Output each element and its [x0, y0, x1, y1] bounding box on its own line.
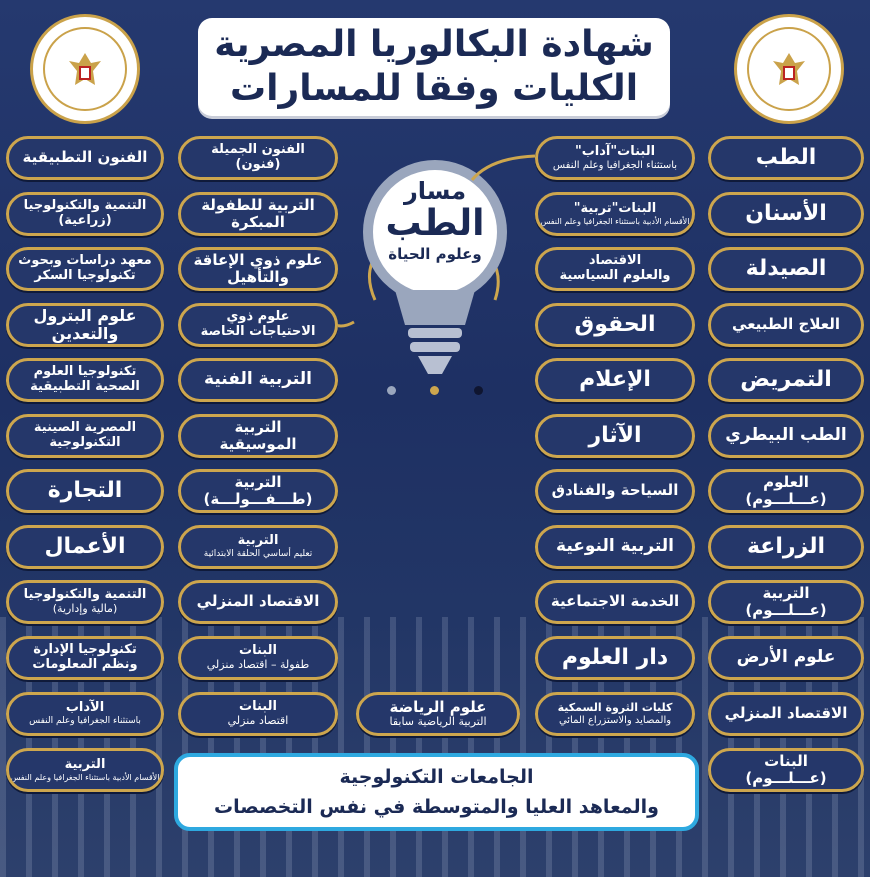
college-label: الاقتصاد — [588, 253, 642, 269]
college-label: الطب البيطري — [725, 425, 847, 446]
college-label: السياحة والفنادق — [551, 481, 679, 500]
college-item — [6, 414, 164, 458]
college-item — [535, 414, 695, 458]
college-label: الفنون التطبيقية — [22, 148, 148, 167]
college-label: التنمية والتكنولوجيا — [23, 587, 147, 603]
college-label: معهد دراسات وبحوث — [18, 253, 152, 269]
college-item — [6, 136, 164, 180]
college-label: المصرية الصينية — [33, 420, 137, 436]
college-label: الاقتصاد المنزلي — [196, 592, 320, 611]
college-label: الاحتياجات الخاصة — [200, 324, 316, 339]
college-item — [535, 247, 695, 291]
college-label: البنات — [239, 699, 277, 715]
college-label: الأسنان — [745, 201, 827, 227]
college-label: الإعلام — [579, 367, 651, 393]
ministry-seal-right — [734, 14, 844, 124]
college-item — [535, 303, 695, 347]
college-label: تعليم أساسي الحلقة الابتدائية — [203, 549, 313, 560]
college-label: التربية للطفولة — [201, 195, 315, 214]
college-label: والتأهيل — [227, 268, 289, 286]
college-item — [178, 525, 338, 569]
title-line2: الكليات وفقا للمسارات — [229, 68, 639, 109]
college-label: التربية — [234, 472, 282, 491]
college-label: الخدمة الاجتماعية — [550, 592, 680, 611]
college-label: (عـــلـــوم) — [745, 490, 827, 508]
college-item — [708, 692, 864, 736]
college-label: البنات"آداب" — [574, 143, 656, 159]
college-label: التربية — [234, 417, 282, 436]
ministry-seal-left — [30, 14, 140, 124]
college-label: الأقسام الأدبية باستثناء الجغرافيا وعلم النفس — [10, 772, 160, 782]
college-item — [178, 136, 338, 180]
college-label: الصحية التطبيقية — [30, 379, 140, 394]
college-label: الآثار — [588, 423, 642, 449]
college-item — [535, 692, 695, 736]
college-label: الطب — [755, 145, 817, 171]
college-item — [178, 192, 338, 236]
college-label: علوم الرياضة — [389, 698, 487, 717]
bottom-line1: الجامعات التكنولوجية — [339, 766, 534, 788]
college-label: البنات"تربية" — [573, 200, 657, 216]
college-label: الأعمال — [44, 534, 126, 560]
college-item — [708, 580, 864, 624]
connector-lines — [330, 140, 540, 340]
college-label: (زراعية) — [58, 213, 112, 228]
college-item — [178, 692, 338, 736]
college-label: تكنولوجيا السكر — [34, 268, 136, 283]
college-label: (فنون) — [235, 157, 281, 172]
college-item — [178, 469, 338, 513]
title-box — [198, 18, 670, 116]
college-label: دار العلوم — [561, 645, 669, 671]
college-item — [708, 303, 864, 347]
college-item — [6, 692, 164, 736]
college-label: العلوم — [763, 472, 809, 491]
college-item — [708, 136, 864, 180]
center-line3: وعلوم الحياة — [388, 245, 482, 263]
college-item — [178, 358, 338, 402]
college-label: التربية الرياضية سابقا — [389, 715, 487, 729]
college-label: (مالية وإدارية) — [52, 602, 118, 616]
college-label: اقتصاد منزلي — [227, 714, 289, 728]
college-label: باستثناء الجغرافيا وعلم النفس — [552, 159, 678, 171]
eagle-icon — [767, 47, 811, 91]
college-item — [535, 636, 695, 680]
college-label: تكنولوجيا العلوم — [33, 364, 137, 380]
college-label: علوم الأرض — [736, 647, 836, 668]
college-label: الأقسام الأدبية باستثناء الجغرافيا وعلم النفس — [540, 216, 690, 226]
college-item-sports — [356, 692, 520, 736]
college-item — [6, 247, 164, 291]
college-label: (طـــفـــولـــة) — [203, 490, 313, 508]
eagle-icon — [63, 47, 107, 91]
college-label: التربية الفنية — [204, 369, 312, 390]
college-label: علوم ذوي الإعاقة — [193, 250, 323, 269]
college-label: طفولة – اقتصاد منزلي — [206, 658, 310, 672]
college-label: التكنولوجية — [49, 435, 121, 450]
college-item — [6, 636, 164, 680]
college-item — [6, 525, 164, 569]
center-line2: الطب — [385, 203, 485, 244]
college-item — [6, 303, 164, 347]
college-item — [6, 469, 164, 513]
college-item — [535, 358, 695, 402]
college-label: التنمية والتكنولوجيا — [23, 198, 147, 214]
college-label: الحقوق — [574, 312, 656, 338]
college-label: والتعدين — [51, 324, 119, 343]
college-label: كليات الثروة السمكية — [557, 700, 673, 714]
bottom-note-box — [174, 753, 699, 831]
college-label: المبكرة — [231, 213, 285, 231]
college-label: التربية — [237, 533, 279, 549]
college-label: الزراعة — [746, 534, 826, 560]
college-label: الفنون الجميلة — [211, 142, 305, 158]
college-item — [535, 469, 695, 513]
college-item — [6, 192, 164, 236]
college-label: البنات — [764, 751, 808, 770]
college-label: تكنولوجيا الإدارة — [33, 642, 137, 658]
college-item — [708, 247, 864, 291]
dot-grey — [387, 386, 396, 395]
college-label: العلاج الطبيعي — [732, 315, 840, 334]
college-item — [178, 303, 338, 347]
college-label: الصيدلة — [745, 256, 827, 282]
dot-dark — [474, 386, 483, 395]
college-item — [708, 636, 864, 680]
college-label: علوم ذوي — [226, 309, 290, 325]
college-item — [708, 469, 864, 513]
college-label: التمريض — [740, 367, 832, 393]
college-item — [535, 136, 695, 180]
college-label: البنات — [239, 643, 277, 659]
college-item — [6, 748, 164, 792]
college-item — [708, 525, 864, 569]
college-label: والعلوم السياسية — [559, 268, 671, 283]
college-item — [708, 358, 864, 402]
college-item — [178, 247, 338, 291]
college-label: ونظم المعلومات — [32, 657, 138, 672]
college-label: التربية النوعية — [556, 536, 674, 557]
college-item — [708, 748, 864, 792]
college-label: الآداب — [65, 700, 105, 716]
bottom-line2: والمعاهد العليا والمتوسطة في نفس التخصصات — [214, 796, 659, 818]
college-label: (عـــلـــوم) — [745, 601, 827, 619]
college-item — [6, 358, 164, 402]
college-label: الموسيقية — [219, 435, 297, 453]
college-label: والمصايد والاستزراع المائي — [558, 714, 672, 726]
college-item — [178, 636, 338, 680]
college-label: الاقتصاد المنزلي — [724, 704, 848, 723]
college-label: التربية — [64, 756, 106, 772]
college-label: علوم البترول — [33, 305, 137, 325]
college-item — [178, 414, 338, 458]
college-label: (عـــلـــوم) — [745, 769, 827, 787]
college-label: التجارة — [47, 478, 123, 504]
center-line1: مسار — [403, 177, 467, 205]
college-item — [178, 580, 338, 624]
college-item — [535, 580, 695, 624]
college-label: باستثناء الجغرافيا وعلم النفس — [29, 716, 141, 727]
college-item — [535, 192, 695, 236]
college-item — [535, 525, 695, 569]
title-line1: شهادة البكالوريا المصرية — [214, 24, 654, 65]
dot-gold — [430, 386, 439, 395]
college-item — [708, 414, 864, 458]
college-item — [708, 192, 864, 236]
college-item — [6, 580, 164, 624]
college-label: التربية — [762, 583, 810, 602]
